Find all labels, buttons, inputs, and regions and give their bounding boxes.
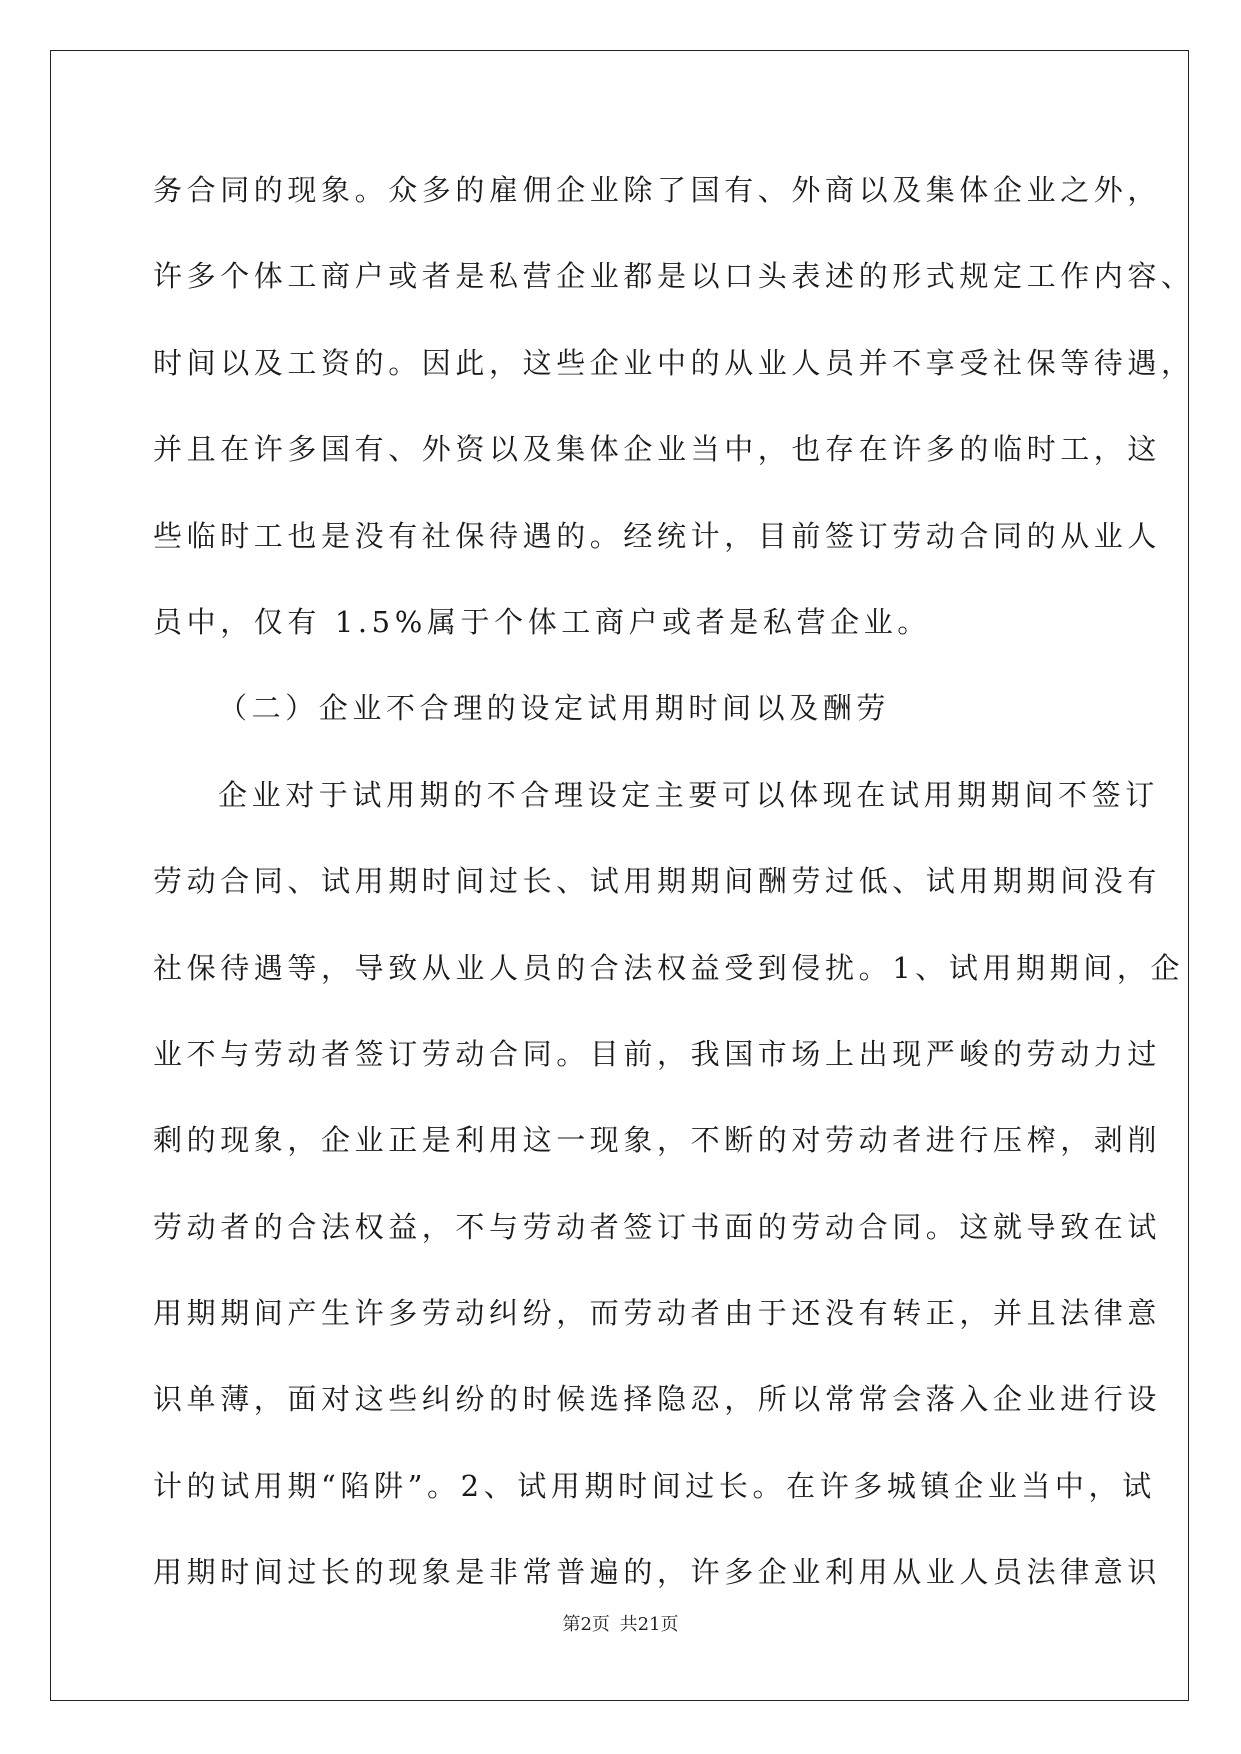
body-line: 业不与劳动者签订劳动合同。目前，我国市场上出现严峻的劳动力过 <box>153 1036 1162 1071</box>
page-footer <box>0 1611 1241 1639</box>
section-heading: （二）企业不合理的设定试用期时间以及酬劳 <box>218 691 891 726</box>
body-line: 用期期间产生许多劳动纠纷，而劳动者由于还没有转正，并且法律意 <box>153 1296 1162 1331</box>
body-line: 识单薄，面对这些纠纷的时候选择隐忍，所以常常会落入企业进行设 <box>153 1382 1162 1417</box>
body-line: 员中，仅有 1.5%属于个体工商户或者是私营企业。 <box>153 604 931 639</box>
body-line: 许多个体工商户或者是私营企业都是以口头表述的形式规定工作内容、 <box>153 259 1195 294</box>
body-line: 劳动合同、试用期时间过长、试用期期间酬劳过低、试用期期间没有 <box>153 864 1162 899</box>
body-line: 些临时工也是没有社保待遇的。经统计，目前签订劳动合同的从业人 <box>153 518 1162 553</box>
body-line: 计的试用期“陷阱”。2、试用期时间过长。在许多城镇企业当中，试 <box>153 1468 1156 1503</box>
paragraph-first-line: 企业对于试用期的不合理设定主要可以体现在试用期期间不签订 <box>218 777 1159 812</box>
body-line: 时间以及工资的。因此，这些企业中的从业人员并不享受社保等待遇， <box>153 345 1195 380</box>
page-total: 共21页 <box>619 1614 679 1635</box>
body-line: 剩的现象，企业正是利用这一现象，不断的对劳动者进行压榨，剥削 <box>153 1123 1162 1158</box>
body-line: 务合同的现象。众多的雇佣企业除了国有、外商以及集体企业之外， <box>153 173 1162 207</box>
body-line: 社保待遇等，导致从业人员的合法权益受到侵扰。1、试用期期间，企 <box>153 950 1185 985</box>
body-line: 并且在许多国有、外资以及集体企业当中，也存在许多的临时工，这 <box>153 432 1162 467</box>
document-body <box>153 163 1195 1632</box>
body-line: 用期时间过长的现象是非常普遍的，许多企业利用从业人员法律意识 <box>153 1555 1162 1590</box>
body-line: 劳动者的合法权益，不与劳动者签订书面的劳动合同。这就导致在试 <box>153 1209 1162 1244</box>
page-number: 第2页 <box>562 1614 610 1635</box>
